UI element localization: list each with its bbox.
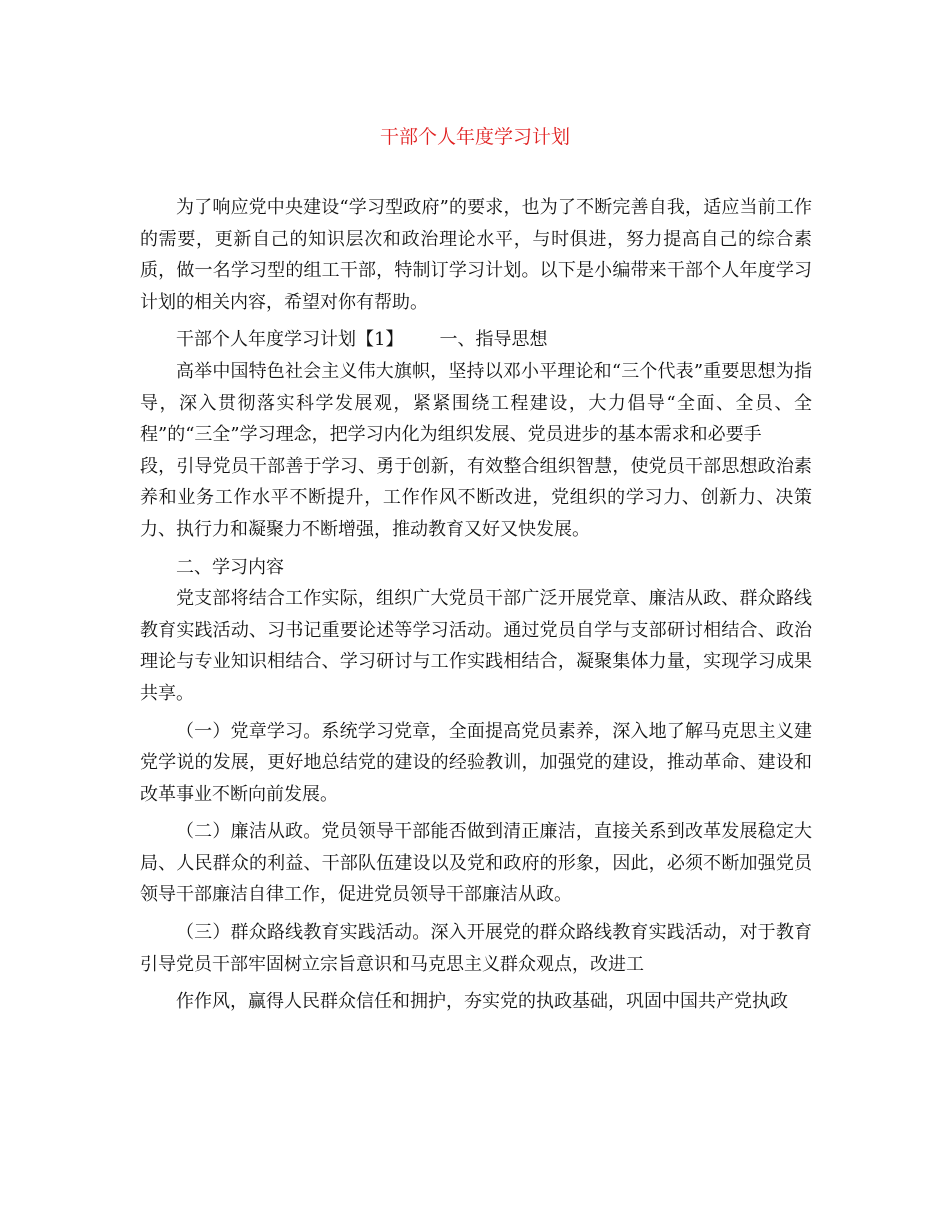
section2-paragraph: 党支部将结合工作实际，组织广大党员干部广泛开展党章、廉洁从政、群众路线教育实践活动、习书记重要论述等学习活动。通过党员自学与支部研讨相结合、政治理论与专业知识相结合、学习研讨与工作实践相结合，凝聚集体力量，实现学习成果共享。 [140,588,812,704]
plan-label: 干部个人年度学习计划【1】 [176,329,404,351]
item2-paragraph: （二）廉洁从政。党员领导干部能否做到清正廉洁，直接关系到改革发展稳定大局、人民群众的利益、干部队伍建设以及党和政府的形象，因此，必须不断加强党员领导干部廉洁自律工作，促进党员领导干部廉洁从政。 [140,821,812,906]
item1-paragraph: （一）党章学习。系统学习党章，全面提高党员素养，深入地了解马克思主义建党学说的发展，更好地总结党的建设的经验教训，加强党的建设，推动革命、建设和改革事业不断向前发展。 [140,720,812,805]
intro-paragraph: 为了响应党中央建设“学习型政府”的要求，也为了不断完善自我，适应当前工作的需要，更新自己的知识层次和政治理论水平，与时俱进，努力提高自己的综合素质，做一名学习型的组工干部，特制订学习计划。以下是小编带来干部个人年度学习计划的相关内容，希望对你有帮助。 [140,197,812,313]
document-title: 干部个人年度学习计划 [379,126,570,148]
section1-paragraph-b: 段，引导党员干部善于学习、勇于创新，有效整合组织智慧，使党员干部思想政治素养和业务工作水平不断提升，工作作风不断改进，党组织的学习力、创新力、决策力、执行力和凝聚力不断增强，推动教育又好又快发展。 [140,455,812,540]
item3-paragraph-a: （三）群众路线教育实践活动。深入开展党的群众路线教育实践活动，对于教育引导党员干部牢固树立宗旨意识和马克思主义群众观点，改进工 [140,922,812,975]
section2-heading: 二、学习内容 [176,556,284,578]
section1-heading: 一、指导思想 [439,329,548,351]
section1-paragraph-a: 高举中国特色社会主义伟大旗帜，坚持以邓小平理论和“三个代表”重要思想为指导，深入贯彻落实科学发展观，紧紧围绕工程建设，大力倡导“全面、全员、全程”的“三全”学习理念，把学习内化为组织发展、党员进步的基本需求和必要手 [140,360,812,446]
item3-paragraph-b: 作作风，赢得人民群众信任和拥护，夯实党的执政基础，巩固中国共产党执政 [176,991,788,1013]
document-body [140,192,812,1018]
plan-heading-line [140,324,812,356]
